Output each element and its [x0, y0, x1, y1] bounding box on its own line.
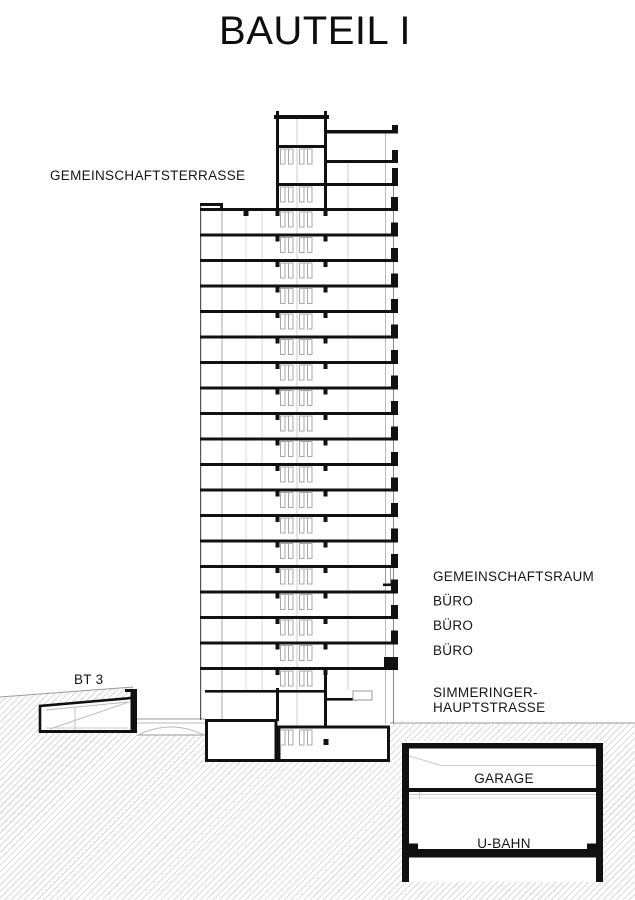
core-wall-tick — [324, 237, 328, 242]
entrance-canopy — [325, 698, 357, 701]
facade-parapet-stub — [391, 325, 398, 336]
facade-parapet-stub — [391, 478, 398, 489]
label-gemeinschaftsterrasse: GEMEINSCHAFTSTERRASSE — [50, 168, 246, 183]
core-door-glyph — [308, 391, 313, 406]
core-wall-tick — [324, 211, 328, 216]
core-door-glyph — [308, 314, 313, 329]
core-door-glyph — [281, 365, 286, 380]
core-door-glyph — [281, 416, 286, 431]
core-door-glyph — [308, 467, 313, 482]
label-street-line1: SIMMERINGER- — [433, 685, 538, 700]
label-garage: GARAGE — [474, 771, 534, 786]
interior-wall-tick — [244, 211, 249, 216]
facade-parapet-stub — [391, 350, 398, 361]
core-door-glyph — [300, 149, 305, 164]
facade-parapet-stub — [391, 401, 398, 412]
core-door-glyph — [300, 238, 305, 253]
core-door-glyph — [281, 314, 286, 329]
ground-hatch-gap — [137, 735, 205, 900]
core-door-glyph — [289, 467, 294, 482]
floor-slab — [200, 259, 398, 262]
core-door-glyph — [308, 442, 313, 457]
floor-slab — [200, 438, 398, 441]
core-wall-right-base — [324, 667, 327, 727]
page-title: BAUTEIL I — [219, 9, 411, 53]
core-door-glyph — [308, 646, 313, 661]
core-door-glyph — [300, 620, 305, 635]
core-wall-tick — [276, 441, 280, 446]
core-door-glyph — [289, 493, 294, 508]
core-wall-tick — [276, 568, 280, 573]
core-wall-tick — [276, 670, 280, 675]
label-street-line2: HAUPTSTRASSE — [433, 700, 546, 715]
core-door-glyph — [289, 187, 294, 202]
core-door-glyph — [289, 289, 294, 304]
core-wall-tick — [324, 492, 328, 497]
facade-parapet-stub — [391, 376, 398, 387]
floor-slab — [200, 310, 398, 313]
core-door-glyph — [281, 187, 286, 202]
core-wall-tick — [276, 619, 280, 624]
core-door-glyph — [300, 544, 305, 559]
garage-mid-slab — [409, 788, 596, 792]
floor-slab — [200, 514, 398, 517]
garage-right-wall — [596, 743, 603, 882]
facade-parapet-stub — [391, 274, 398, 285]
core-wall-tick — [324, 262, 328, 267]
facade-parapet-stub — [392, 168, 398, 183]
core-door-glyph — [289, 518, 294, 533]
core-door-glyph — [300, 340, 305, 355]
core-door-glyph — [281, 544, 286, 559]
core-wall-tick — [324, 441, 328, 446]
ubahn-detail-tick — [419, 792, 420, 799]
core-door-glyph — [300, 646, 305, 661]
core-wall-left-base — [276, 688, 279, 721]
core-door-glyph — [281, 263, 286, 278]
facade-parapet-stub — [391, 631, 398, 642]
core-door-glyph — [300, 314, 305, 329]
core-door-glyph — [289, 314, 294, 329]
ground-floor-slab — [205, 690, 327, 693]
core-wall-tick — [324, 619, 328, 624]
core-door-glyph — [308, 544, 313, 559]
core-door-glyph — [300, 391, 305, 406]
core-roof-slab — [274, 115, 329, 119]
canopy-detail-box — [353, 691, 372, 700]
core-door-glyph — [300, 212, 305, 227]
bt3-parapet — [125, 689, 137, 692]
tower-floor-layer — [200, 149, 398, 745]
bt3-floor-slab — [40, 730, 137, 733]
core-door-glyph — [281, 212, 286, 227]
core-door-glyph — [281, 493, 286, 508]
core-door-glyph — [281, 149, 286, 164]
core-door-glyph — [289, 238, 294, 253]
core-door-glyph — [281, 671, 286, 686]
core-door-glyph — [289, 671, 294, 686]
floor-slab — [200, 412, 398, 415]
floor-slab — [200, 565, 398, 568]
label-buero-3: BÜRO — [433, 643, 474, 658]
core-wall-tick — [276, 492, 280, 497]
floor-slab — [200, 591, 398, 594]
floor-slab — [200, 642, 398, 645]
core-door-glyph — [300, 595, 305, 610]
core-door-glyph — [281, 569, 286, 584]
label-buero-2: BÜRO — [433, 618, 474, 633]
core-door-glyph — [300, 569, 305, 584]
core-door-glyph — [281, 238, 286, 253]
core-door-glyph — [308, 493, 313, 508]
facade-parapet-stub — [392, 125, 398, 131]
right-facade-inner-line — [385, 133, 386, 724]
core-door-glyph — [308, 620, 313, 635]
facade-parapet-stub — [391, 223, 398, 234]
bt3-right-wall — [131, 689, 138, 733]
wing-roof-slab — [327, 130, 398, 134]
facade-parapet-stub — [391, 554, 398, 565]
basement-box-left — [207, 721, 277, 761]
garage-ubahn-box — [402, 741, 603, 882]
core-door-glyph — [300, 416, 305, 431]
core-wall-tick — [324, 364, 328, 369]
core-door-glyph — [308, 289, 313, 304]
wing-upper-slab — [327, 160, 398, 163]
floor-slab — [200, 361, 398, 364]
core-door-glyph — [289, 595, 294, 610]
core-wall-tick — [324, 288, 328, 293]
garage-foot-block — [587, 844, 596, 850]
core-door-glyph — [308, 416, 313, 431]
facade-parapet-stub — [391, 299, 398, 310]
floor-slab — [200, 387, 398, 390]
core-door-glyph — [300, 187, 305, 202]
core-door-glyph — [289, 340, 294, 355]
ground-hatch-under-bt3 — [40, 731, 137, 900]
core-wall-tick — [324, 415, 328, 420]
core-door-glyph — [308, 595, 313, 610]
core-door-glyph — [300, 518, 305, 533]
core-wall-tick — [276, 543, 280, 548]
core-door-glyph — [281, 340, 286, 355]
ground-hatch-under-tower — [205, 761, 390, 900]
upper-full-slab — [277, 183, 398, 186]
core-wall-tick — [276, 415, 280, 420]
core-door-glyph — [289, 416, 294, 431]
core-wall-tick — [276, 211, 280, 216]
core-door-glyph — [308, 671, 313, 686]
core-wall-tick — [324, 543, 328, 548]
core-wall-tick — [276, 237, 280, 242]
core-door-glyph — [300, 493, 305, 508]
facade-parapet-stub — [391, 452, 398, 463]
floor-slab — [200, 463, 398, 466]
core-door-glyph — [281, 391, 286, 406]
core-wall-right — [324, 111, 327, 208]
core-door-glyph — [308, 149, 313, 164]
core-door-glyph — [281, 646, 286, 661]
core-wall-tick — [276, 288, 280, 293]
core-wall-tick — [324, 670, 328, 675]
core-door-glyph — [289, 149, 294, 164]
core-door-glyph — [308, 365, 313, 380]
facade-parapet-stub — [392, 150, 398, 160]
facade-parapet-stub — [384, 657, 398, 667]
core-door-glyph — [289, 569, 294, 584]
core-door-glyph — [300, 467, 305, 482]
garage-box-interior — [402, 741, 603, 882]
garage-foot-block — [409, 844, 418, 850]
floor-slab — [200, 667, 398, 670]
core-wall-tick — [324, 390, 328, 395]
interior-line — [348, 163, 349, 690]
facade-parapet-stub — [391, 605, 398, 616]
core-door-glyph — [281, 620, 286, 635]
core-wall-tick — [324, 568, 328, 573]
basement-detail-block — [324, 739, 329, 745]
basement-box-right — [279, 727, 389, 761]
core-door-glyph — [289, 391, 294, 406]
core-door-glyph — [289, 620, 294, 635]
facade-parapet-stub — [391, 248, 398, 259]
facade-parapet-stub — [391, 427, 398, 438]
core-wall-tick — [324, 339, 328, 344]
core-door-glyph — [289, 212, 294, 227]
core-door-glyph — [300, 263, 305, 278]
core-door-glyph — [281, 442, 286, 457]
floor-slab — [200, 234, 398, 237]
core-wall-tick — [324, 313, 328, 318]
core-door-glyph — [308, 263, 313, 278]
core-door-glyph — [308, 569, 313, 584]
floor-slab — [200, 489, 398, 492]
core-door-glyph — [308, 238, 313, 253]
garage-left-wall — [402, 743, 409, 882]
core-wall-tick — [276, 594, 280, 599]
core-door-glyph — [300, 442, 305, 457]
core-door-glyph — [308, 340, 313, 355]
core-wall-tick — [276, 645, 280, 650]
core-door-glyph — [289, 646, 294, 661]
core-door-glyph — [281, 289, 286, 304]
balcony-slab — [383, 584, 398, 587]
label-bt3: BT 3 — [74, 672, 104, 687]
core-door-glyph — [281, 595, 286, 610]
core-upper-slab — [277, 145, 325, 148]
core-door-glyph — [308, 518, 313, 533]
core-wall-tick — [324, 517, 328, 522]
core-wall-tick — [276, 517, 280, 522]
core-door-glyph — [308, 212, 313, 227]
core-wall-tick — [324, 466, 328, 471]
floor-slab — [200, 616, 398, 619]
core-door-glyph — [308, 187, 313, 202]
core-wall-tick — [276, 262, 280, 267]
core-door-glyph — [289, 263, 294, 278]
core-door-glyph — [300, 365, 305, 380]
core-wall-tick — [276, 390, 280, 395]
facade-parapet-stub — [391, 197, 398, 208]
terrace-parapet-ledge — [200, 203, 223, 206]
core-wall-left — [276, 111, 279, 208]
garage-top-slab — [402, 743, 603, 749]
core-wall-tick — [276, 313, 280, 318]
floor-slab — [200, 540, 398, 543]
core-wall-tick — [276, 466, 280, 471]
floor-slab — [200, 336, 398, 339]
core-wall-tick — [324, 594, 328, 599]
core-wall-tick — [276, 364, 280, 369]
core-door-glyph — [281, 467, 286, 482]
core-door-glyph — [300, 671, 305, 686]
floor-slab — [200, 285, 398, 288]
core-door-glyph — [289, 544, 294, 559]
label-gemeinschaftsraum: GEMEINSCHAFTSRAUM — [433, 569, 595, 584]
ground-mound-curve — [138, 727, 204, 735]
facade-parapet-stub — [391, 529, 398, 540]
floor-slab — [200, 208, 398, 211]
core-wall-tick — [276, 339, 280, 344]
core-door-glyph — [281, 518, 286, 533]
label-ubahn: U-BAHN — [477, 836, 531, 851]
core-wall-tick — [324, 645, 328, 650]
core-door-glyph — [289, 442, 294, 457]
facade-parapet-stub — [391, 503, 398, 514]
core-door-glyph — [300, 289, 305, 304]
label-buero-1: BÜRO — [433, 593, 474, 609]
ground-hatch-left — [0, 694, 40, 900]
core-door-glyph — [289, 365, 294, 380]
